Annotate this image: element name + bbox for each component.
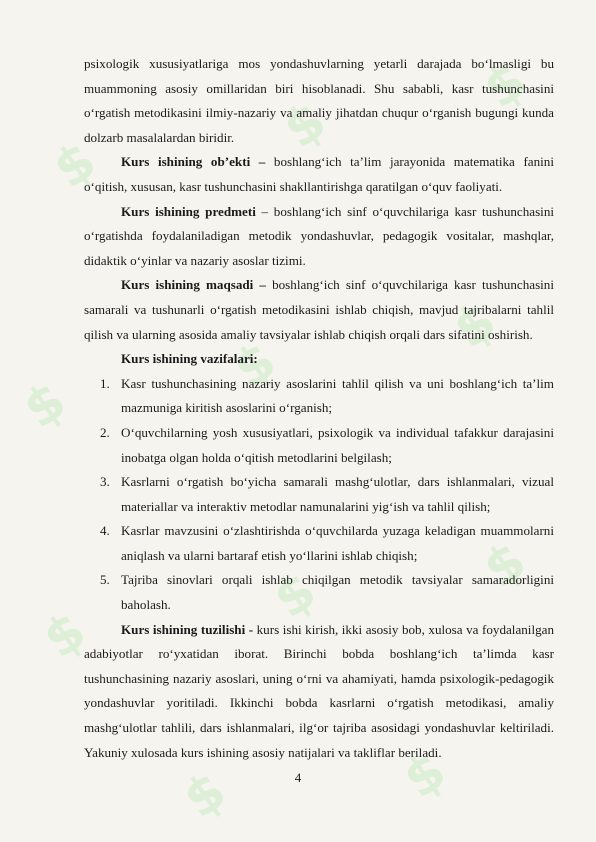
svg-text:$: $ xyxy=(443,290,508,361)
list-item-number: 5. xyxy=(100,572,110,588)
list-item-text: Kasrlar mavzusini o‘zlashtirishda o‘quvchilarda yuzaga keladigan muammolarni aniqlash va ularni bartaraf etish yo‘llarini ishlab chiqish; xyxy=(121,523,554,563)
goal-label: Kurs ishining maqsadi – xyxy=(121,277,266,293)
svg-text:$: $ xyxy=(393,740,458,811)
subject-paragraph xyxy=(84,200,554,274)
list-item-number: 4. xyxy=(100,523,110,539)
svg-text:$: $ xyxy=(173,760,238,831)
list-item-number: 1. xyxy=(100,375,110,391)
list-item-number: 2. xyxy=(100,424,110,440)
tasks-list xyxy=(84,372,554,618)
list-item xyxy=(84,568,554,617)
list-item-text: O‘quvchilarning yosh xususiyatlari, psixologik va individual tafakkur darajasini inobatga olgan holda o‘qitish metodlarini belgilash; xyxy=(121,424,554,465)
svg-text:$: $ xyxy=(43,130,108,201)
list-item xyxy=(84,372,554,421)
tasks-heading: Kurs ishining vazifalari: xyxy=(121,351,258,367)
structure-text: kurs ishi kirish, ikki asosiy bob, xulosa va foydalanilgan adabiyotlar ro‘yxatidan iborat. Birinchi bobda boshlang‘ich ta’limda kasr tushunchasining nazariy asoslari, uning o‘rni va ahamiyati, hamda psixologik-pedagogik yondashuvlar yoritiladi. Ikkinchi bobda kasrlarni o‘rgatish metodikasi, amaliy mashg‘ulotlar tahlili, dars ishlanmalari, ilg‘or tajriba asosidagi yondashuvlar keltiriladi. Yakuniy xulosada kurs ishining asosiy natijalari va takliflar beriladi. xyxy=(84,621,554,760)
svg-text:$: $ xyxy=(273,90,338,161)
goal-paragraph xyxy=(84,273,554,347)
list-item-number: 3. xyxy=(100,474,110,490)
goal-text: boshlang‘ich sinf o‘quvchilariga kasr tushunchasini samarali va tushunarli o‘rgatish metodikasini ishlab chiqish, mavjud tajribalarni tahlil qilish va ularning asosida amaliy tavsiyalar ishlab chiqish orqali dars sifatini oshirish. xyxy=(84,277,554,342)
svg-text:$: $ xyxy=(13,370,78,441)
list-item xyxy=(84,470,554,519)
svg-text:$: $ xyxy=(473,50,538,121)
intro-paragraph: psixologik xususiyatlariga mos yondashuvlarning yetarli darajada bo‘lmasligi bu muammoning asosiy omillaridan biri hisoblanadi. Shu sababli, kasr tushunchasini o‘rgatish metodikasini ilmiy-nazariy va amaliy jihatdan chuqur o‘rganish bugungi kunda dolzarb masalalardan biridir. xyxy=(84,56,554,145)
list-item-text: Kasrlarni o‘rgatish bo‘yicha samarali mashg‘ulotlar, dars ishlanmalari, vizual materiallar va interaktiv metodlar namunalarini yig‘ish va tahlil qilish; xyxy=(121,474,554,514)
structure-paragraph xyxy=(84,618,554,766)
list-item-text: Kasr tushunchasining nazariy asoslarini tahlil qilish va uni boshlang‘ich ta’lim mazmuniga kiritish asoslarini o‘rganish; xyxy=(121,375,554,416)
svg-text:$: $ xyxy=(223,330,288,401)
svg-text:$: $ xyxy=(473,530,538,601)
list-item-text: Tajriba sinovlari orqali ishlab chiqilgan metodik tavsiyalar samaradorligini baholash. xyxy=(121,572,554,613)
object-paragraph xyxy=(84,150,554,199)
document-page xyxy=(84,52,554,765)
svg-text:$: $ xyxy=(263,560,328,631)
subject-label: Kurs ishining predmeti xyxy=(121,203,256,219)
list-item xyxy=(84,519,554,568)
svg-text:$: $ xyxy=(33,600,98,671)
object-label: Kurs ishining ob’ekti – xyxy=(121,154,266,170)
page-number: 4 xyxy=(294,770,302,785)
subject-text: – boshlang‘ich sinf o‘quvchilariga kasr tushunchasini o‘rgatishda foydalaniladigan metodik yondashuvlar, pedagogik vositalar, mashqlar, didaktik o‘yinlar va nazariy asoslar tizimi. xyxy=(84,203,555,268)
object-text: boshlang‘ich ta’lim jarayonida matematika fanini o‘qitish, xususan, kasr tushunchasini shakllantirishga qaratilgan o‘quv faoliyati. xyxy=(84,154,554,194)
structure-label: Kurs ishining tuzilishi - xyxy=(121,621,254,637)
list-item xyxy=(84,421,554,470)
